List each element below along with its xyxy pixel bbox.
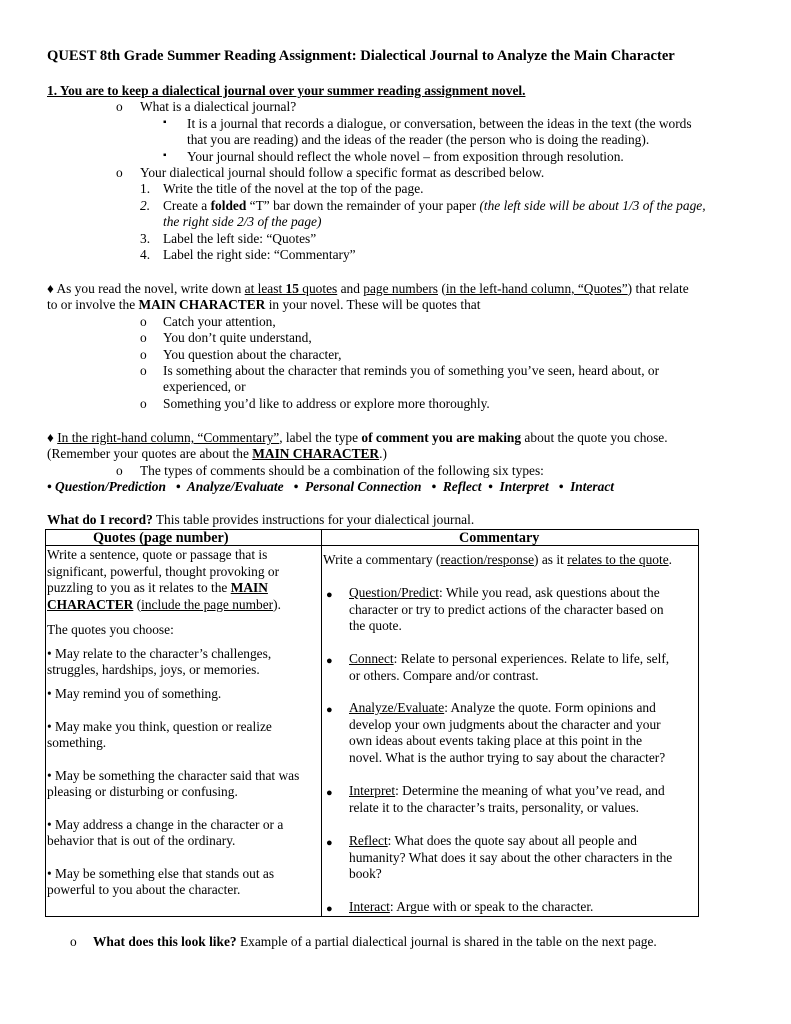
bullet-o: o: [70, 934, 77, 949]
commentary-type-analyze: Analyze/Evaluate: Analyze the quote. Form opinions and: [349, 700, 656, 715]
bullet-o: o: [116, 165, 123, 180]
left-item: • May remind you of something.: [47, 686, 222, 701]
commentary-line: the quote.: [349, 618, 402, 633]
commentary-type-interpret: Interpret: Determine the meaning of what you’ve read, and: [349, 783, 665, 798]
bullet-o: o: [140, 347, 147, 362]
bullet-dot: ●: [326, 787, 333, 799]
step-number: 3.: [140, 231, 151, 246]
commentary-type-question: Question/Predict: While you read, ask questions about the: [349, 585, 660, 600]
bullet-o: o: [140, 314, 147, 329]
column-header-commentary: Commentary: [459, 530, 540, 546]
left-item: • May be something else that stands out as: [47, 866, 275, 881]
definition-line-3: Your journal should reflect the whole novel – from exposition through resolution.: [187, 149, 624, 164]
bullet-dot: ●: [326, 837, 333, 849]
list-item: Something you’d like to address or explore more thoroughly.: [163, 396, 490, 411]
square-bullet: ▪: [163, 117, 167, 128]
footer-note: What does this look like? Example of a partial dialectical journal is shared in the table on the next page.: [93, 934, 657, 949]
definition-line-2: that you are reading) and the ideas of the reader (the person who is doing the reading).: [187, 132, 650, 147]
commentary-line: own ideas about events taking place at this point in the: [349, 733, 643, 748]
left-item-continued: pleasing or disturbing or confusing.: [47, 784, 238, 799]
question-what-is: What is a dialectical journal?: [140, 99, 297, 114]
definition-line-1: It is a journal that records a dialogue, or conversation, between the ideas in the text (the words: [187, 116, 692, 131]
commentary-type-connect: Connect: Relate to personal experiences. Relate to life, self,: [349, 651, 670, 666]
quotes-instruction: ♦ As you read the novel, write down at least 15 quotes and page numbers (in the left-hand column, “Quotes”) that relate: [47, 281, 689, 296]
left-intro-line-4: CHARACTER (include the page number).: [47, 597, 281, 612]
left-item: • May make you think, question or realize: [47, 719, 272, 734]
types-intro: The types of comments should be a combination of the following six types:: [140, 463, 544, 478]
left-item: • May be something the character said that was: [47, 768, 300, 783]
page-title: QUEST 8th Grade Summer Reading Assignment: Dialectical Journal to Analyze the Main Character: [47, 48, 675, 64]
list-item: Is something about the character that reminds you of something you’ve seen, heard about, or: [163, 363, 660, 378]
commentary-instruction: ♦ In the right-hand column, “Commentary”, label the type of comment you are making about the quote you chose.: [47, 430, 668, 445]
square-bullet: ▪: [163, 150, 167, 161]
format-intro: Your dialectical journal should follow a specific format as described below.: [140, 165, 545, 180]
commentary-line: book?: [349, 866, 382, 881]
commentary-instruction-line-2: (Remember your quotes are about the MAIN CHARACTER.): [47, 446, 387, 461]
left-item-continued: something.: [47, 735, 107, 750]
bullet-dot: ●: [326, 589, 333, 601]
list-item-continued: experienced, or: [163, 379, 246, 394]
step-2: Create a folded “T” bar down the remainder of your paper (the left side will be about 1/3 of the page,: [163, 198, 706, 213]
list-item: You question about the character,: [163, 347, 342, 362]
commentary-line: relate it to the character’s traits, personality, or values.: [349, 800, 640, 815]
bullet-dot: ●: [326, 655, 333, 667]
column-header-quotes: Quotes (page number): [93, 530, 229, 546]
section1-heading: 1. You are to keep a dialectical journal over your summer reading assignment novel.: [47, 83, 526, 98]
bullet-o: o: [140, 363, 147, 378]
bullet-o: o: [116, 99, 123, 114]
commentary-type-interact: Interact: Argue with or speak to the character.: [349, 899, 594, 914]
left-intro-line-2: significant, powerful, thought provoking or: [47, 564, 280, 579]
bullet-o: o: [140, 396, 147, 411]
list-item: Catch your attention,: [163, 314, 276, 329]
bullet-dot: ●: [326, 903, 333, 915]
bullet-dot: ●: [326, 704, 333, 716]
step-1: Write the title of the novel at the top of the page.: [163, 181, 424, 196]
step-4: Label the right side: “Commentary”: [163, 247, 356, 262]
table-column-divider: [321, 530, 322, 916]
commentary-line: novel. What is the author trying to say about the character?: [349, 750, 666, 765]
left-item-continued: powerful to you about the character.: [47, 882, 241, 897]
commentary-line: or others. Compare and/or contrast.: [349, 668, 539, 683]
step-2-continued: the right side 2/3 of the page): [163, 214, 322, 229]
step-number: 1.: [140, 181, 151, 196]
left-item-continued: behavior that is out of the ordinary.: [47, 833, 236, 848]
left-choose-label: The quotes you choose:: [47, 622, 174, 637]
left-item: • May address a change in the character or a: [47, 817, 284, 832]
quotes-instruction-line-2: to or involve the MAIN CHARACTER in your novel. These will be quotes that: [47, 297, 481, 312]
list-item: You don’t quite understand,: [163, 330, 312, 345]
step-number: 4.: [140, 247, 151, 262]
commentary-type-reflect: Reflect: What does the quote say about all people and: [349, 833, 637, 848]
comment-types: • Question/Prediction • Analyze/Evaluate • Personal Connection • Reflect • Interpret • Interact: [47, 479, 614, 494]
left-intro-line-3: puzzling to you as it relates to the MAIN: [47, 580, 268, 595]
left-item-continued: struggles, hardships, joys, or memories.: [47, 662, 260, 677]
step-3: Label the left side: “Quotes”: [163, 231, 317, 246]
commentary-line: humanity? What does it say about the other characters in the: [349, 850, 673, 865]
left-item: • May relate to the character’s challenges,: [47, 646, 272, 661]
bullet-o: o: [116, 463, 123, 478]
right-intro: Write a commentary (reaction/response) as it relates to the quote.: [323, 552, 673, 567]
step-number: 2.: [140, 198, 151, 213]
record-line: What do I record? This table provides instructions for your dialectical journal.: [47, 512, 475, 527]
commentary-line: develop your own judgments about the character and your: [349, 717, 661, 732]
commentary-line: character or try to predict actions of the character based on: [349, 602, 664, 617]
left-intro-line-1: Write a sentence, quote or passage that is: [47, 547, 268, 562]
bullet-o: o: [140, 330, 147, 345]
instructions-table: [45, 529, 699, 917]
